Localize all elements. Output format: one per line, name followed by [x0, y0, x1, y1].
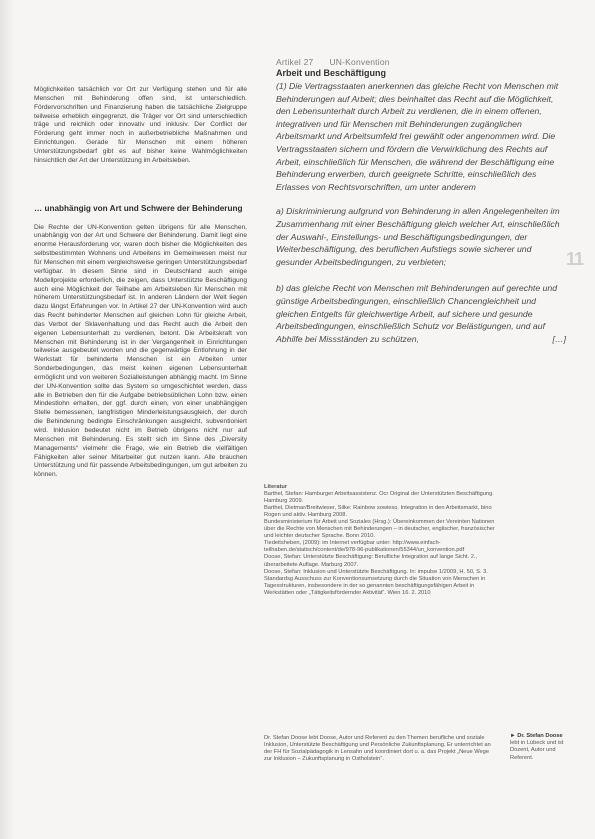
article-title: Arbeit und Beschäftigung: [276, 68, 386, 78]
convention-quote-box: [276, 57, 566, 346]
page-fold-shadow: [0, 0, 14, 839]
article-number: Artikel 27: [276, 57, 314, 67]
author-bio: Dr. Stefan Doose lebt Doose, Autor und Referent zu den Themen berufliche und soziale Inklusion, Unterstützte Beschäftigung und Persönliche Zukunftsplanung. Er unterrichtet an der FH für Sozialpädagogik in Lensahn und koordiniert dort u. a. das Projekt „Neue Wege zur Inklusion – Zukunftsplanung in Ostholstein“.: [264, 735, 491, 763]
left-column: [34, 86, 247, 480]
article-item-b: b) das gleiche Recht von Menschen mit Behinderungen auf gerechte und günstige Arbeitsbedingungen, einschließlich Chancengleichheit und gleichen Entgelts für gleichwertige Arbeit, auf sichere und gesunde Arbeitsbedingungen, einschließlich Schutz vor Belästigungen, und auf Abhilfe bei Missständen zu schützen,: [276, 283, 558, 344]
literature-entry: Tiedeitsheben, (2009): im Internet verfügbar unter: http://www.einfach-teilhaben.de/statisch/content/de/978-96-publikationen/55344/un_konvention.pdf: [264, 540, 465, 554]
left-paragraph-1: Möglichkeiten tatsächlich vor Ort zur Verfügung stehen und für alle Menschen mit Behinderung offen sind, ist unterschiedlich. Fördervorschriften und Finanzierung haben die tatsächliche Zielgruppe teilweise erheblich eingegrenzt, die Träger vor Ort sind unterschiedlich träge und reichlich oder innovativ und inklusiv. Der Conflict der Förderung geht immer noch in außerbetriebliche Maßnahmen und Einrichtungen. Gerade für Menschen mit einem höheren Unterstützungsbedarf gibt es auf bisher keine Wahlmöglichkeiten hinsichtlich der Art der Unterstützung im Arbeitsleben.: [34, 86, 247, 164]
literature-entry: Bundesministerium für Arbeit und Soziales (Hrsg.): Übereinkommen der Vereinten Nationen über die Rechte von Menschen mit Behinderungen – in deutscher, englischer, französischer und leichter deutscher Sprache. Bonn 2010.: [264, 519, 495, 540]
literature-entry: Barthel, Stefan: Hamburger Arbeitsassistenz. Ocr Original der Unterstützten Beschäftigung. Hamburg 2009.: [264, 491, 494, 505]
literature-entry: Doose, Stefan: Inklusion und Unterstützte Beschäftigung. In: impulse 1/2009, H. 50, S. 3.: [264, 568, 488, 575]
author-side-text: lebt in Lübeck und ist Dozent, Autor und Referent.: [510, 740, 564, 761]
author-sidebar: [510, 733, 570, 762]
side-page-number: 11: [566, 249, 584, 269]
literature-entry: Standardsg Ausschuss zur Konventionsumsetzung durch die Situation von Menschen in Tagesstrukturen, insbesondere in der so genannten beschäftigungsfähigen Arbeit in Werkstätten oder „Tätigkeitsfördernder Aktivität“. Wien 16. 2. 2010: [264, 575, 486, 596]
left-paragraph-2: Die Rechte der UN-Konvention gelten übrigens für alle Menschen, unabhängig von der Art und Schwere der Behinderung. Damit liegt eine enorme Herausforderung vor, waren doch bisher die Möglichkeiten des selbstbestimmten Wohnens und Arbeitens im Gemeinwesen meist nur für Menschen mit einem vergleichsweise geringen Unterstützungsbedarf verfügbar. In diesem Sinne sind in Deutschland auch einige Modellprojekte erforderlich, die zeigen, dass Unterstützte Beschäftigung auch eine Möglichkeit der Teilhabe am Arbeitsleben für Menschen mit höherem Unterstützungsbedarf ist. In anderen Ländern der Welt liegen dazu längst Erfahrungen vor. In Artikel 27 der UN-Konvention wird auch das Recht behinderter Menschen auf gleichen Lohn für gleiche Arbeit, das Verbot der Sklavenhaltung und das Recht auch die Arbeit den eigenen Lebensunterhalt zu verdienen, betont. Die Arbeitskraft von Menschen mit Behinderung ist in der Vergangenheit in Einrichtungen teilweise ausgebeutet worden und die gegenwärtige Entlohnung in der Werkstatt für behinderte Menschen ist ein Arbeiten unter Sonderbedingungen, das meist keinen eigenen Lebensunterhalt ermöglicht und von weiteren Sozialleistungen abhängig macht. Im Sinne der UN-Konvention sollte das System so umgeschichtet werden, dass alle in Betrieben den für die Aufgabe betriebsüblichen Lohn bzw. einen Mindestlohn erhalten, der ggf. durch einen, von einer unabhängigen Stelle bemessenen, langfristigen Minderleistungsausgleich, der durch die Behinderung bedingte Einschränkungen ausgleicht, subventioniert wird. Inklusion bedeutet nicht im Betrieb übrigens nicht nur auf Menschen mit Behinderung. Es stellt sich im Sinne des „Diversity Managements“ vielmehr die Frage, wie ein Betrieb die vielfältigen Fähigkeiten aller seiner Mitarbeiter gut nutzen kann. Alle brauchen Unterstützung und für passende Arbeitsbedingungen, um gut arbeiten zu können.: [34, 223, 247, 479]
author-side-name: ► Dr. Stefan Doose: [510, 733, 563, 739]
section-subheading: … unabhängig von Art und Schwere der Behinderung: [34, 203, 243, 213]
quote-ellipsis: […]: [552, 334, 566, 345]
article-paragraph-1: (1) Die Vertragsstaaten anerkennen das gleiche Recht von Menschen mit Behinderungen auf Arbeit; dies beinhaltet das Recht auf die Möglichkeit, den Lebensunterhalt durch Arbeit zu verdienen, die in einem offenen, integrativen und für Menschen mit Behinderungen zugänglichen Arbeitsmarkt und Arbeitsumfeld frei gewählt oder angenommen wird. Die Vertragsstaaten sichern und fördern die Verwirklichung des Rechts auf Arbeit, einschließlich für Menschen, die während der Beschäftigung eine Behinderung erwerben, durch geeignete Schritte, einschließlich des Erlasses von Rechtsvorschriften, um unter anderem: [276, 81, 559, 192]
literature-entry: Doose, Stefan: Unterstützte Beschäftigung: Berufliche Integration auf lange Sicht. 2., überarbeitete Auflage. Marburg 2007.: [264, 554, 478, 568]
convention-label: [276, 57, 566, 67]
literature-entry: Barthel, Dietmar/Breitwieser, Silke: Rainbow sowieso. Integration in den Arbeitsmarkt, bino Rogen und aktiv. Hamburg 2008.: [264, 505, 492, 519]
literature-section: [264, 484, 499, 597]
literature-title: Literatur: [264, 484, 288, 490]
article-item-a: a) Diskriminierung aufgrund von Behinderung in allen Angelegenheiten im Zusammenhang mit einer Beschäftigung gleich welcher Art, einschließlich der Auswahl-, Einstellungs- und Beschäftigungsbedingungen, der Weiterbeschäftigung, des beruflichen Aufstiegs sowie sicherer und gesunder Arbeitsbedingungen, zu verbieten;: [276, 206, 560, 267]
convention-name: UN-Konvention: [329, 57, 390, 67]
